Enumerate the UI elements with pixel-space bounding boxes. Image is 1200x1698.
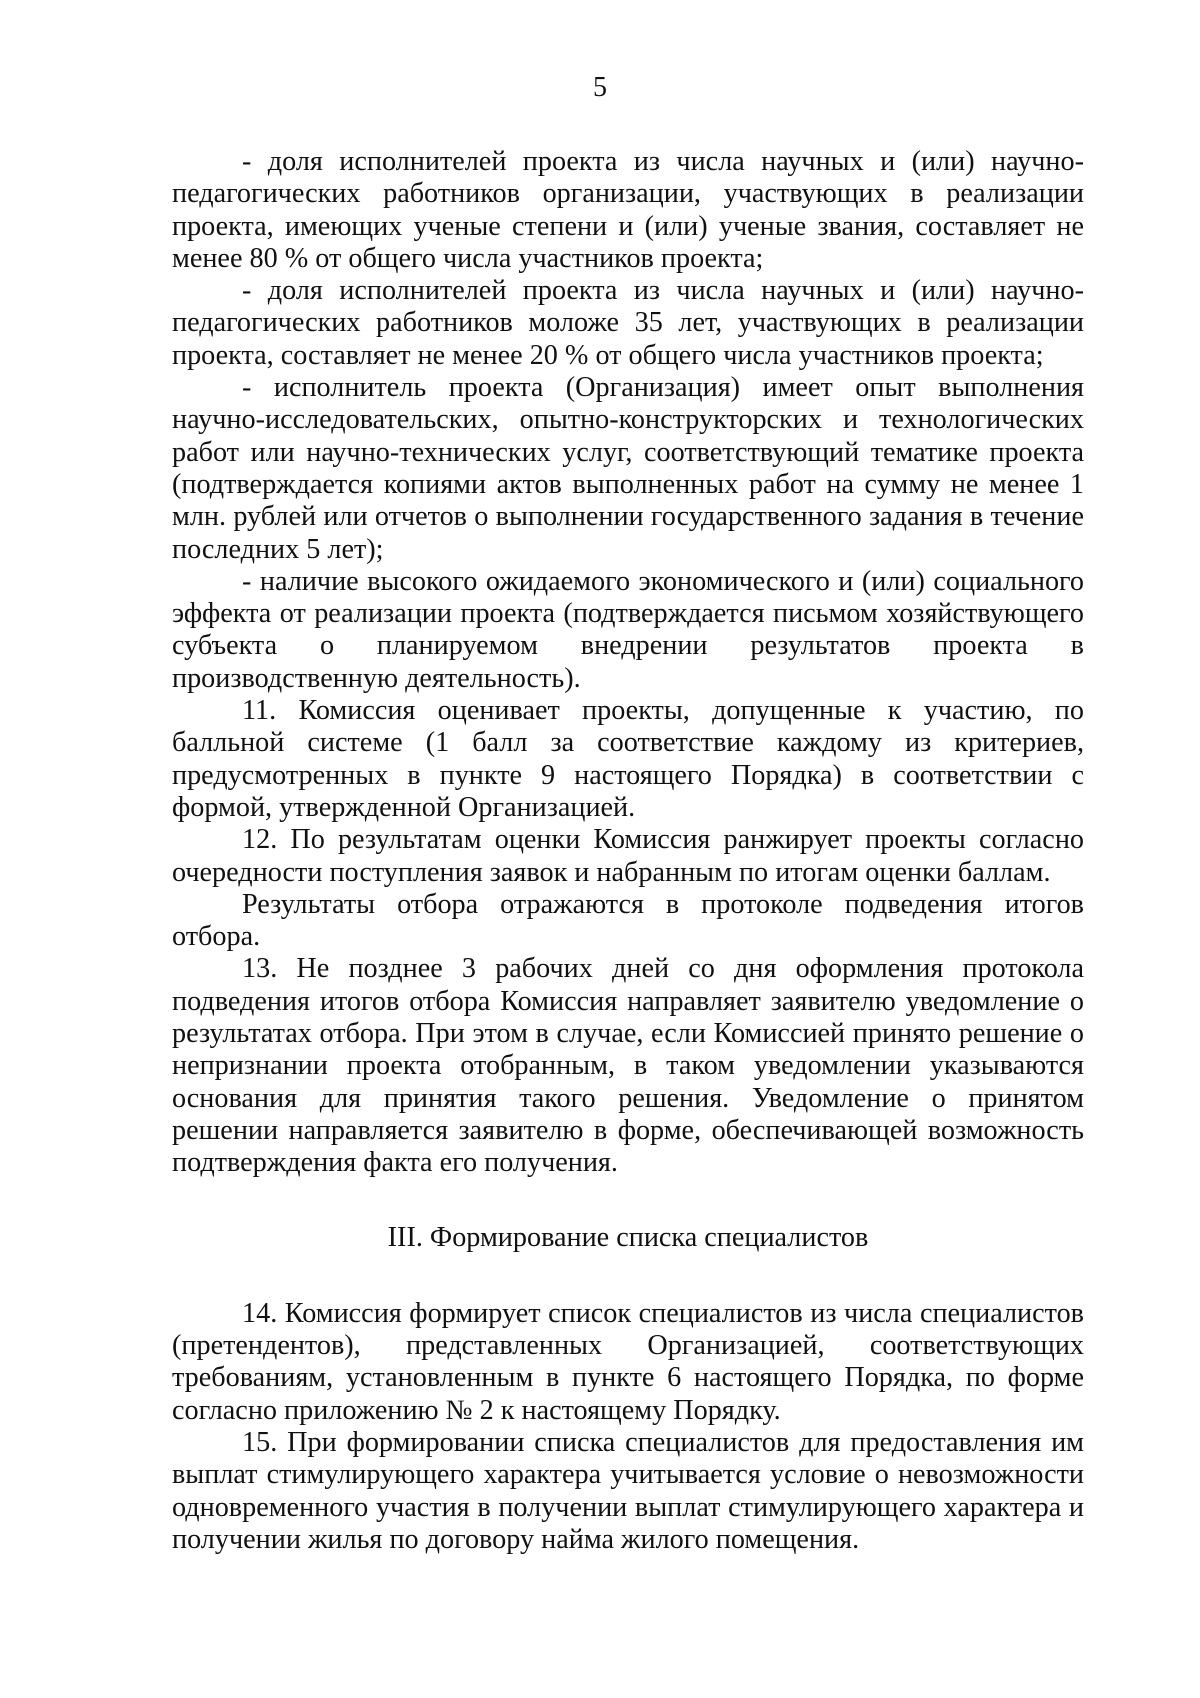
paragraph-item-15: 15. При формировании списка специалистов для предоставления им выплат стимулирующего характера учитывается условие о невозможности одновременного участия в получении выплат стимулирующего характера и получении жилья по договору найма жилого помещения. xyxy=(172,1426,1084,1555)
document-body xyxy=(172,146,1084,1556)
page-number: 5 xyxy=(593,72,607,103)
paragraph-item-12: 12. По результатам оценки Комиссия ранжирует проекты согласно очередности поступления заявок и набранным по итогам оценки баллам. xyxy=(172,824,1084,888)
paragraph-criterion-effect: - наличие высокого ожидаемого экономического и (или) социального эффекта от реализации проекта (подтверждается письмом хозяйствующего субъекта о планируемом внедрении результатов проекта в производственную деятельность). xyxy=(172,565,1084,694)
section-heading: III. Формирование списка специалистов xyxy=(387,1221,869,1253)
paragraph-criterion-degrees: - доля исполнителей проекта из числа научных и (или) научно-педагогических работников организации, участвующих в реализации проекта, имеющих ученые степени и (или) ученые звания, составляет не менее 80 % от общего числа участников проекта; xyxy=(172,146,1084,274)
paragraph-item-11: 11. Комиссия оценивает проекты, допущенные к участию, по балльной системе (1 балл за соответствие каждому из критериев, предусмотренных в пункте 9 настоящего Порядка) в соответствии с формой, утвержденной Организацией. xyxy=(172,695,1084,823)
paragraph-item-13: 13. Не позднее 3 рабочих дней со дня оформления протокола подведения итогов отбора Комиссия направляет заявителю уведомление о результатах отбора. При этом в случае, если Комиссией принято решение о непризнании проекта отобранным, в таком уведомлении указываются основания для принятия такого решения. Уведомление о принятом решении направляется заявителю в форме, обеспечивающей возможность подтверждения факта его получения. xyxy=(172,953,1084,1179)
paragraph-criterion-young-staff: - доля исполнителей проекта из числа научных и (или) научно-педагогических работников моложе 35 лет, участвующих в реализации проекта, составляет не менее 20 % от общего числа участников проекта; xyxy=(172,275,1084,371)
paragraph-criterion-experience: - исполнитель проекта (Организация) имеет опыт выполнения научно-исследовательских, опытно-конструкторских и технологических работ или научно-технических услуг, соответствующий тематике проекта (подтверждается копиями актов выполненных работ на сумму не менее 1 млн. рублей или отчетов о выполнении государственного задания в течение последних 5 лет); xyxy=(172,372,1084,565)
paragraph-item-14: 14. Комиссия формирует список специалистов из числа специалистов (претендентов), представленных Организацией, соответствующих требованиям, установленным в пункте 6 настоящего Порядка, по форме согласно приложению № 2 к настоящему Порядку. xyxy=(172,1297,1084,1426)
paragraph-selection-results: Результаты отбора отражаются в протоколе подведения итогов отбора. xyxy=(172,888,1084,953)
